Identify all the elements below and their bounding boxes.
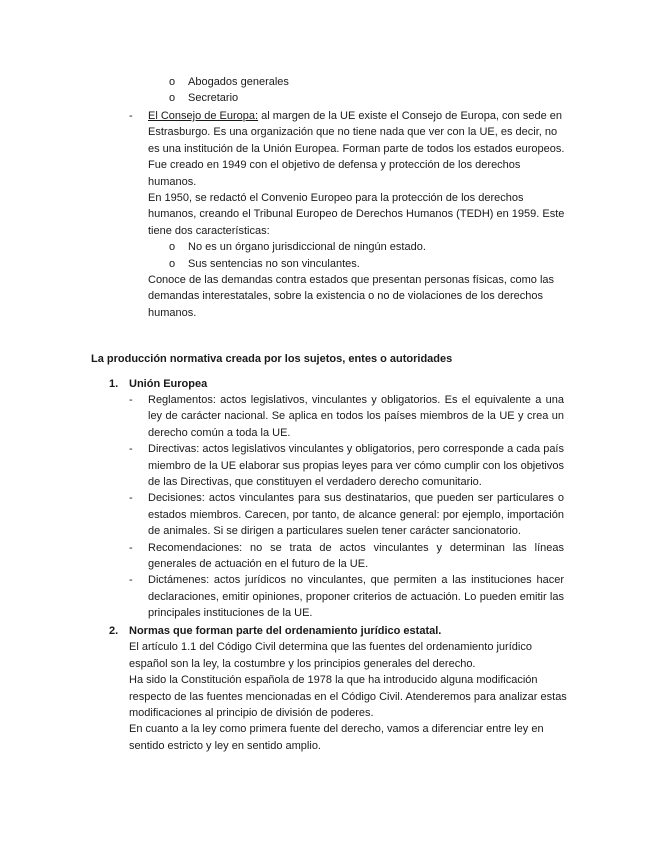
list-item: o No es un órgano jurisdiccional de ningún estado. [148, 239, 568, 255]
eu-acts-list [129, 392, 564, 622]
dash-icon: - [129, 541, 133, 554]
section-2-number: 2. [109, 625, 119, 637]
section-1-title: Unión Europea [129, 378, 208, 390]
sub-bullet-icon: o [169, 241, 176, 254]
section-2-block [129, 623, 569, 754]
section-2-paragraph-2: Ha sido la Constitución española de 1978 la que ha introducido alguna modificación respecto de las fuentes mencionadas en el Código Civil. Atenderemos para analizar estas modificaciones al principio de división de poderes. [129, 674, 567, 720]
dash-icon: - [129, 394, 133, 406]
list-item: - Dictámenes: actos jurídicos no vinculantes, que permiten a las instituciones hacer declaraciones, emitir opiniones, proponer criterios de actuación. Lo pueden emitir las principales instituciones de la UE. [129, 574, 564, 620]
dash-icon: - [129, 574, 133, 587]
section-2-paragraph-1: El artículo 1.1 del Código Civil determina que las fuentes del ordenamiento jurídico español son la ley, la costumbre y los principios generales del derecho. [129, 641, 532, 670]
top-sub-list [169, 74, 469, 107]
sub-bullet-icon: o [169, 76, 176, 88]
consejo-block [148, 108, 568, 321]
consejo-paragraph-2: Fue creado en 1949 con el objetivo de defensa y protección de los derechos humanos. [148, 159, 521, 188]
list-item: - Reglamentos: actos legislativos, vinculantes y obligatorios. Es el equivalente a una ley de carácter nacional. Se aplica en todos los países miembros de la UE y crea un derecho común a toda la UE. [129, 394, 564, 439]
consejo-paragraph-3: En 1950, se redactó el Convenio Europeo para la protección de los derechos humanos, creando el Tribunal Europeo de Derechos Humanos (TEDH) en 1959. Este tiene dos características: [148, 192, 565, 237]
section-heading: La producción normativa creada por los sujetos, entes o autoridades [91, 353, 453, 365]
list-item: o Abogados generales [169, 74, 469, 90]
consejo-paragraph: El Consejo de Europa: al margen de la UE existe el Consejo de Europa, con sede en Estrasburgo. Es una organización que no tiene nada que ver con la UE, es decir, no es una institución de la Unión Europea. Forman parte de todos los estados europeos. [148, 110, 565, 155]
list-item: o Sus sentencias no son vinculantes. [148, 256, 568, 272]
list-item: - Decisiones: actos vinculantes para sus destinatarios, que pueden ser particulares o estados miembros. Carecen, por tanto, de alcance general: por ejemplo, importación de animales. Si se dirigen a particulares suelen tener carácter sancionatorio. [129, 492, 564, 538]
sub-bullet-icon: o [169, 92, 176, 105]
section-1-number: 1. [109, 378, 119, 390]
section-2-title: Normas que forman parte del ordenamiento jurídico estatal. [129, 625, 442, 637]
list-item: - Recomendaciones: no se trata de actos vinculantes y determinan las líneas generales de actuación en el futuro de la UE. [129, 541, 564, 571]
list-item: o Secretario [169, 90, 469, 106]
dash-icon: - [129, 492, 133, 505]
sub-bullet-icon: o [169, 257, 176, 270]
dash-icon: - [129, 110, 133, 122]
consejo-paragraph-4: Conoce de las demandas contra estados que presentan personas físicas, como las demandas interestatales, sobre la existencia o no de violaciones de los derechos humanos. [148, 274, 555, 319]
consejo-title: El Consejo de Europa: [148, 110, 259, 122]
section-2-paragraph-3: En cuanto a la ley como primera fuente del derecho, vamos a diferenciar entre ley en sentido estricto y ley en sentido amplio. [129, 723, 544, 752]
dash-icon: - [129, 443, 133, 456]
list-item: - Directivas: actos legislativos vinculantes y obligatorios, pero corresponde a cada país miembro de la UE elaborar sus propias leyes para ver cómo cumplir con los objetivos de las Directivas, que constituyen el verdadero derecho comunitario. [129, 443, 564, 489]
